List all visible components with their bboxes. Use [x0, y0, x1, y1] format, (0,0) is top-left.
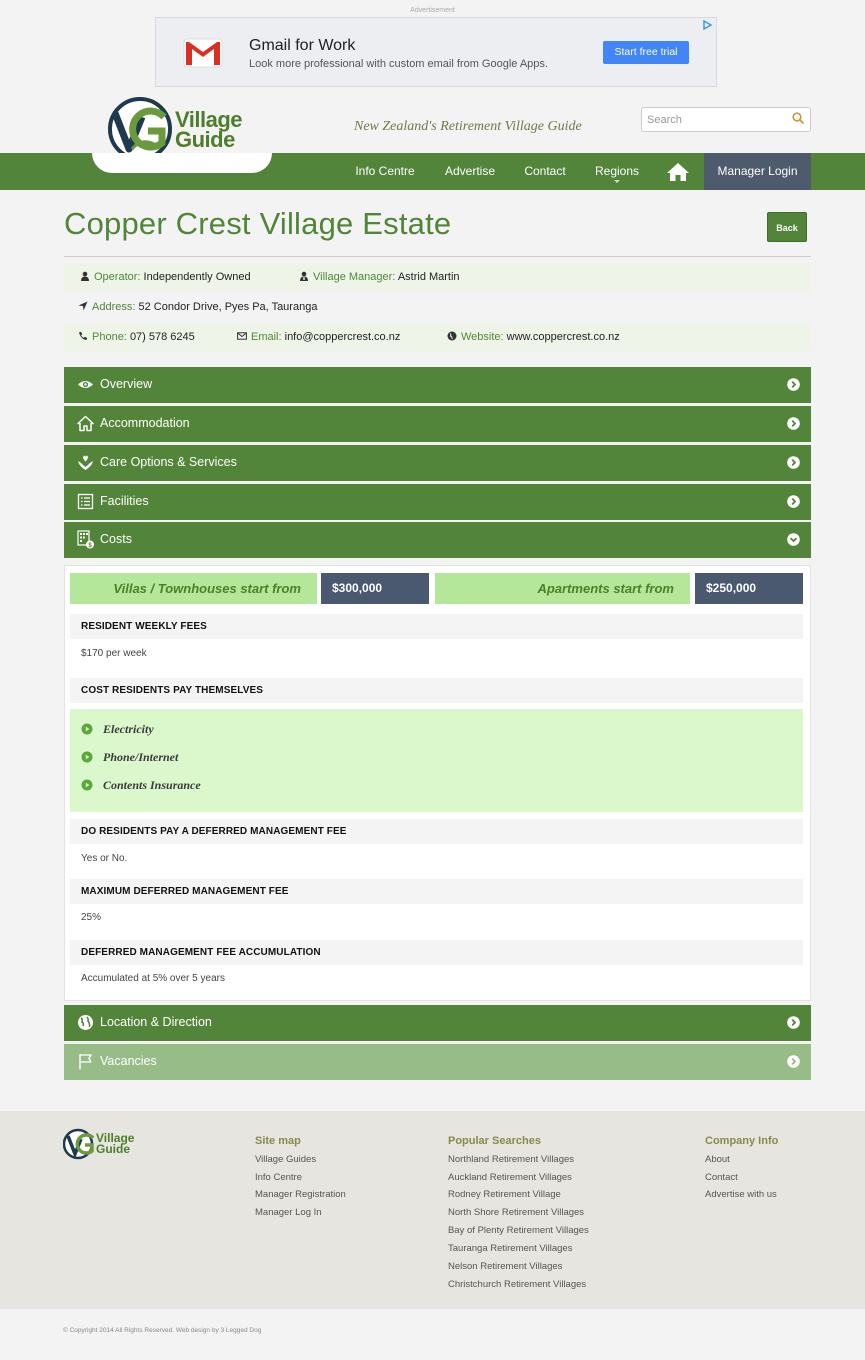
accordion-facilities[interactable] [64, 484, 811, 520]
operator-label: Operator: [94, 271, 141, 283]
footer-link[interactable]: About [705, 1154, 730, 1165]
gmail-logo-icon [183, 38, 223, 68]
copyright: © Copyright 2014 All Rights Reserved. Web design by 3 Legged Dog [63, 1327, 262, 1334]
phone-label: Phone: [92, 331, 127, 343]
care-hands-icon [77, 454, 94, 471]
footer-link[interactable]: Advertise with us [705, 1189, 777, 1200]
footer-link[interactable]: Bay of Plenty Retirement Villages [448, 1225, 589, 1236]
home-outline-icon [77, 415, 94, 432]
manager-label: Village Manager: [313, 271, 396, 283]
phone-value[interactable]: 07) 578 6245 [129, 331, 195, 343]
website-value[interactable]: www.coppercrest.co.nz [506, 331, 620, 343]
company-info-title: Company Info [705, 1135, 779, 1147]
footer-logo[interactable] [63, 1126, 145, 1164]
chevron-right-icon [787, 1016, 800, 1029]
list-item-label: Contents Insurance [103, 778, 201, 792]
logo-wordmark [175, 107, 243, 152]
accordion-costs[interactable] [64, 522, 811, 558]
accordion-label: Location & Direction [100, 1015, 212, 1029]
user-icon [80, 271, 90, 281]
ad-cta-button[interactable]: Start free trial [603, 41, 689, 64]
page-title: Copper Crest Village Estate [64, 206, 452, 241]
ad-label: Advertisement [410, 7, 455, 14]
email-label: Email: [251, 331, 282, 343]
list-item-label: Electricity [103, 722, 154, 736]
accordion-overview[interactable] [64, 367, 811, 403]
footer-link[interactable]: Contact [705, 1172, 738, 1183]
weekly-fees-heading: RESIDENT WEEKLY FEES [70, 614, 803, 639]
footer-link[interactable]: Info Centre [255, 1172, 302, 1183]
dmf-heading: DO RESIDENTS PAY A DEFERRED MANAGEMENT FEE [70, 819, 803, 844]
max-dmf-heading: MAXIMUM DEFERRED MANAGEMENT FEE [70, 879, 803, 904]
apartments-price-label: Apartments start from [435, 573, 690, 604]
list-item-label: Phone/Internet [103, 750, 179, 764]
accordion-location[interactable] [64, 1005, 811, 1041]
play-circle-icon [81, 779, 93, 791]
footer-link[interactable]: Tauranga Retirement Villages [448, 1243, 573, 1254]
dmf-accumulation-heading: DEFERRED MANAGEMENT FEE ACCUMULATION [70, 940, 803, 965]
accordion-label: Vacancies [100, 1054, 157, 1068]
footer-link[interactable]: Manager Registration [255, 1189, 346, 1200]
globe-small-icon [447, 331, 457, 341]
eye-icon [77, 376, 94, 393]
website-label: Website: [461, 331, 504, 343]
website-info [447, 323, 620, 351]
villas-price-label: Villas / Townhouses start from [70, 573, 317, 604]
search-box[interactable] [641, 107, 811, 132]
chevron-right-icon [787, 378, 800, 391]
play-circle-icon [81, 723, 93, 735]
logo-line2: Guide [175, 127, 235, 152]
accordion-label: Costs [100, 532, 132, 546]
title-divider [64, 256, 811, 257]
operator-value: Independently Owned [143, 271, 251, 283]
email-value[interactable]: info@coppercrest.co.nz [284, 331, 401, 343]
logo-notch [92, 153, 272, 173]
logo-line1: Village [175, 107, 243, 132]
caret-down-icon [614, 180, 620, 183]
villas-price-value: $300,000 [321, 573, 429, 604]
footer-logo-line2: Guide [96, 1142, 131, 1156]
adchoices-icon[interactable] [701, 19, 713, 31]
sitemap-title: Site map [255, 1135, 301, 1147]
manager-value: Astrid Martin [397, 271, 460, 283]
calculator-dollar-icon [77, 530, 94, 549]
nav-advertise[interactable]: Advertise [444, 164, 496, 178]
info-row-contact [64, 323, 811, 351]
footer-link[interactable]: Rodney Retirement Village [448, 1189, 561, 1200]
apartments-price-value: $250,000 [695, 573, 803, 604]
accordion-label: Accommodation [100, 416, 190, 430]
list-icon [77, 493, 94, 510]
accordion-label: Overview [100, 377, 153, 391]
manager-user-icon [299, 271, 309, 281]
footer-logo-text [96, 1133, 134, 1155]
dmf-value: Yes or No. [81, 853, 128, 864]
footer-link[interactable]: Village Guides [255, 1154, 317, 1165]
address-value: 52 Condor Drive, Pyes Pa, Tauranga [138, 301, 318, 313]
chevron-down-icon [787, 533, 800, 546]
accordion-accommodation[interactable] [64, 406, 811, 442]
back-button[interactable]: Back [767, 212, 807, 242]
nav-regions[interactable] [586, 153, 648, 190]
popular-searches-title: Popular Searches [448, 1135, 541, 1147]
accordion-label: Facilities [100, 494, 149, 508]
home-icon[interactable] [665, 161, 691, 183]
accordion-care-options[interactable] [64, 445, 811, 481]
flag-icon [77, 1053, 94, 1070]
phone-icon [78, 331, 88, 341]
footer-link[interactable]: Manager Log In [255, 1207, 322, 1218]
weekly-fees-value: $170 per week [81, 648, 147, 659]
ad-banner[interactable] [155, 17, 717, 87]
play-circle-icon [81, 751, 93, 763]
search-input[interactable] [642, 108, 782, 131]
footer-link[interactable]: Christchurch Retirement Villages [448, 1279, 587, 1290]
footer-link[interactable]: Nelson Retirement Villages [448, 1261, 563, 1272]
nav-regions-label: Regions [594, 164, 640, 178]
email-info [237, 323, 400, 351]
envelope-icon [237, 331, 247, 341]
chevron-right-icon [787, 417, 800, 430]
svg-text:$: $ [88, 542, 92, 549]
max-dmf-value: 25% [81, 912, 102, 923]
location-arrow-icon [78, 301, 88, 311]
chevron-right-icon [787, 495, 800, 508]
footer-logo-line1: Village [96, 1131, 135, 1145]
footer-link[interactable]: Auckland Retirement Villages [448, 1172, 572, 1183]
ad-title: Gmail for Work [249, 37, 356, 54]
globe-icon [77, 1014, 94, 1031]
chevron-right-icon [787, 456, 800, 469]
accordion-vacancies[interactable] [64, 1044, 811, 1080]
phone-info [78, 323, 195, 351]
self-pay-heading: COST RESIDENTS PAY THEMSELVES [70, 678, 803, 703]
address-info [78, 293, 317, 321]
site-tagline: New Zealand's Retirement Village Guide [354, 119, 582, 134]
nav-info-centre[interactable]: Info Centre [355, 164, 415, 178]
footer-link[interactable]: Northland Retirement Villages [448, 1154, 575, 1165]
manager-login-button[interactable]: Manager Login [704, 153, 811, 190]
info-row-operator [64, 263, 811, 291]
footer-link[interactable]: North Shore Retirement Villages [448, 1207, 585, 1218]
info-row-address [64, 293, 811, 321]
address-label: Address: [92, 301, 136, 313]
dmf-accumulation-value: Accumulated at 5% over 5 years [81, 973, 225, 984]
self-pay-list [70, 709, 803, 812]
search-icon[interactable] [792, 112, 805, 125]
operator-info [80, 263, 251, 291]
manager-info [299, 263, 460, 291]
accordion-label: Care Options & Services [100, 455, 237, 469]
nav-contact[interactable]: Contact [524, 164, 566, 178]
chevron-right-icon [787, 1055, 800, 1068]
ad-subtitle: Look more professional with custom email from Google Apps. [249, 58, 548, 70]
